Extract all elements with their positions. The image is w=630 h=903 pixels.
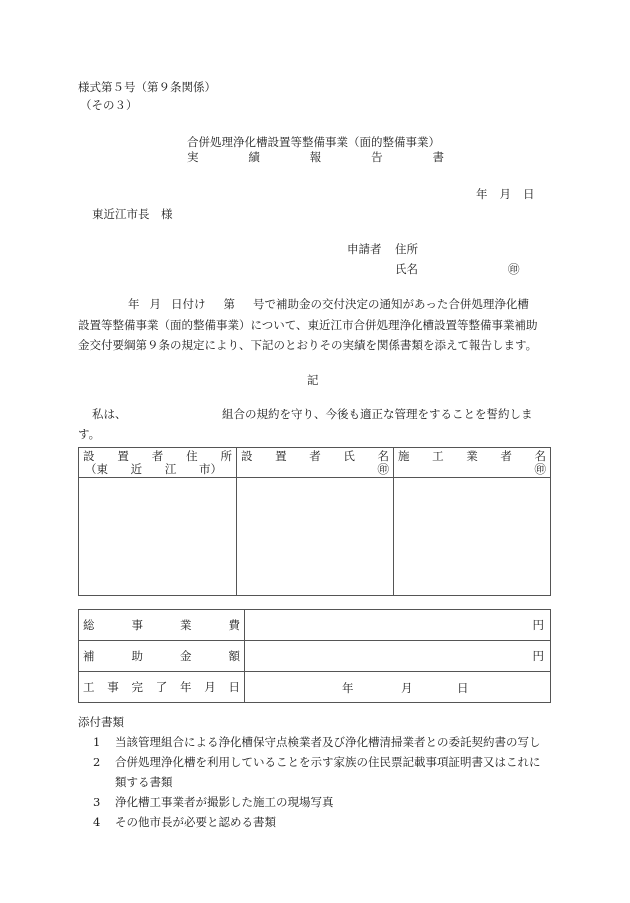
header-contractor-name [394,448,551,478]
applicant-label: 申請者 [347,242,382,256]
title-char: 報 [309,150,322,164]
label-char: 費 [228,618,240,632]
header-char: 業 [466,449,478,463]
blank-year: 年 [128,297,140,311]
body-line-2: 設置等整備事業（面的整備事業）について、東近江市合併処理浄化槽設置等整備事業補助 [78,318,538,332]
label-char: 助 [131,649,143,663]
attachments-heading: 添付書類 [78,715,124,729]
label-char: 業 [180,618,192,632]
label-char: 日 [228,680,240,694]
label-char: 事 [131,618,143,632]
label-char: 年 [180,680,192,694]
title-char: 績 [248,150,260,164]
header-char: 者 [151,449,164,463]
title-char: 書 [432,150,444,164]
pledge-text: 組合の規約を守り、今後も適正な管理をすることを誓約しま [222,407,533,421]
header-char: 置 [275,449,287,463]
applicant-address-label: 住所 [395,242,418,256]
item-number: 4 [93,815,101,829]
header-char: 工 [432,449,444,463]
item-text: その他市長が必要と認める書類 [115,815,276,829]
table-row [79,641,551,672]
attachment-item [78,812,558,832]
label-char: 月 [204,680,216,694]
header-char: （東 [85,462,108,476]
header-char: 住 [186,449,198,463]
title-char: 実 [187,150,199,164]
header-char: 名 [534,449,546,463]
label-char: 完 [131,680,143,694]
table-row [79,672,551,703]
header-installer-address [79,448,237,478]
header-char: 施 [398,449,410,463]
item-number: 3 [93,795,101,809]
attachment-item [78,792,558,812]
applicant-seal-icon: ㊞ [508,262,520,276]
header-char: 近 [130,462,143,476]
item-number: 2 [93,755,101,769]
body-line-1 [78,297,552,311]
document-title-report [187,150,444,164]
subsidy-amount-label [79,641,245,672]
seal-icon: ㊞ [534,462,546,476]
attachment-item-cont [78,772,558,792]
subsidy-amount-value[interactable] [245,641,551,672]
month-label: 月 [401,681,413,695]
yen-unit: 円 [532,649,544,663]
label-char: 金 [180,649,192,663]
contractor-name-cell[interactable] [394,478,551,596]
attachment-item [78,732,558,752]
seal-icon: ㊞ [377,462,389,476]
header-char: 者 [309,449,321,463]
label-char: 総 [83,618,95,632]
pledge-prefix: 私は、 [92,407,127,421]
header-char: 氏 [343,449,355,463]
header-installer-name [237,448,394,478]
label-char: 工 [83,680,95,694]
header-char: 名 [377,449,389,463]
table-row [79,610,551,641]
item-number: 1 [93,735,101,749]
applicant-name-label: 氏名 [395,262,418,276]
year-label: 年 [342,681,354,695]
body-text: 号で補助金の交付決定の通知があった合併処理浄化槽 [253,297,529,311]
installer-name-cell[interactable] [237,478,394,596]
document-title: 合併処理浄化槽設置等整備事業（面的整備事業） [187,135,440,149]
label-char: 額 [228,649,240,663]
blank-number: 第 [223,297,235,311]
day-label: 日 [457,681,469,695]
completion-date-label [79,672,245,703]
pledge-text-cont: す。 [78,427,101,441]
ki-heading: 記 [307,373,319,387]
completion-date-value[interactable] [245,672,551,703]
total-cost-value[interactable] [245,610,551,641]
blank-month: 月 [149,297,161,311]
cost-table [78,609,551,703]
title-char: 告 [371,150,383,164]
blank-day: 日付け [171,297,206,311]
header-char: 者 [500,449,512,463]
header-char: 設 [241,449,253,463]
month-label: 月 [499,187,511,201]
header-char: 市） [198,462,222,476]
label-char: 補 [83,649,95,663]
item-text: 類する書類 [115,775,173,789]
header-char: 置 [117,449,129,463]
installation-table [78,447,551,596]
submission-date [476,187,535,201]
header-char: 設 [83,449,95,463]
attachment-item [78,752,558,772]
yen-unit: 円 [532,618,544,632]
total-cost-label [79,610,245,641]
addressee: 東近江市長 様 [92,207,173,221]
item-text: 合併処理浄化槽を利用していることを示す家族の住民票記載事項証明書又はこれに [115,755,541,769]
item-text: 浄化槽工事業者が撮影した施工の現場写真 [115,795,334,809]
day-label: 日 [523,187,535,201]
attachments-section [78,712,558,832]
form-subnumber: （その３） [80,98,138,112]
label-char: 事 [107,680,119,694]
item-text: 当該管理組合による浄化槽保守点検業者及び浄化槽清掃業者との委託契約書の写し [115,735,541,749]
body-line-3: 金交付要綱第９条の規定により、下記のとおりその実績を関係書類を添えて報告します。 [78,338,538,352]
installer-address-cell[interactable] [79,478,237,596]
form-number: 様式第５号（第９条関係） [78,80,216,94]
label-char: 了 [155,680,168,694]
year-label: 年 [476,187,488,201]
header-char: 所 [220,449,232,463]
header-char: 江 [164,462,177,476]
